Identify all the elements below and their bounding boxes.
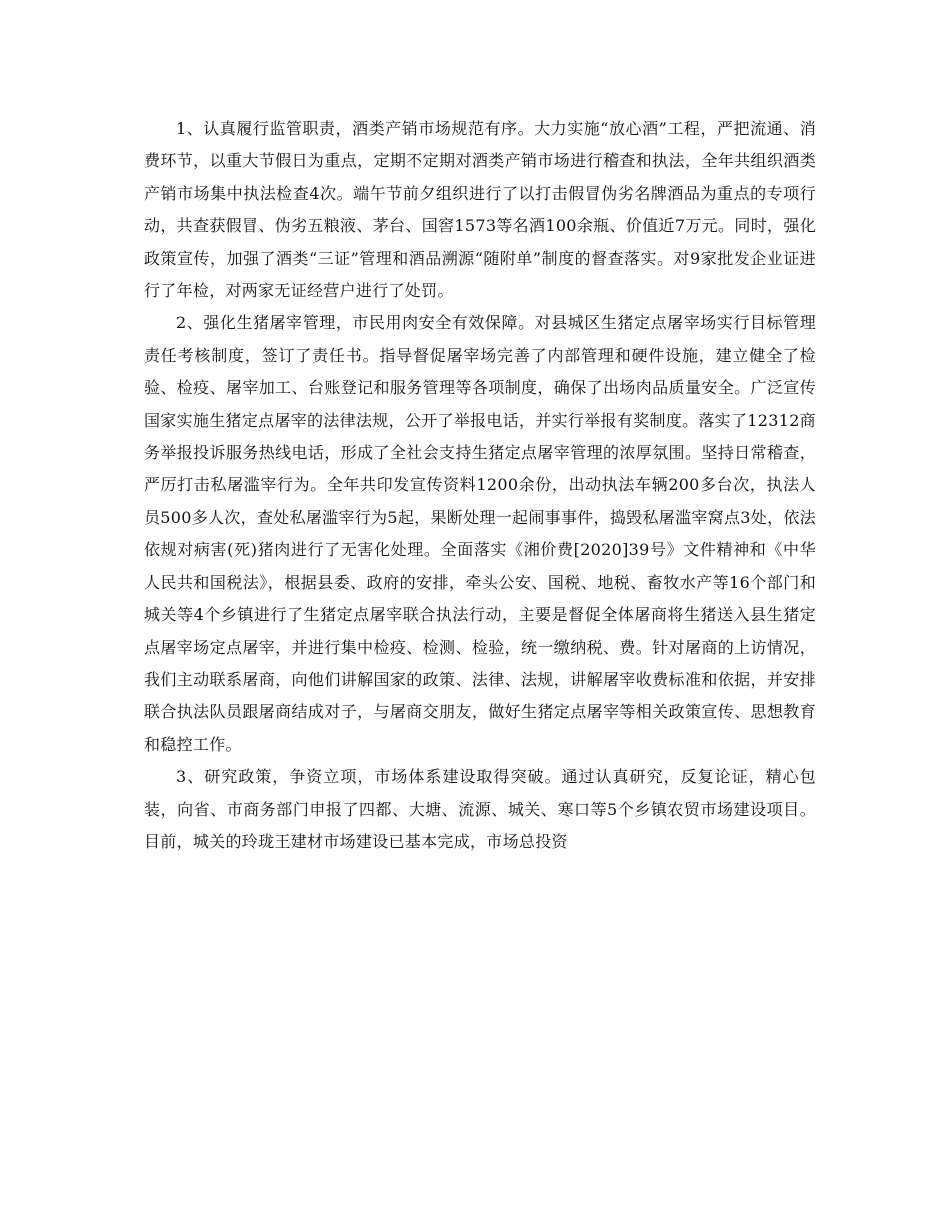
paragraph-2: 2、强化生猪屠宰管理，市民用肉安全有效保障。对县城区生猪定点屠宰场实行目标管理责任考核制度，签订了责任书。指导督促屠宰场完善了内部管理和硬件设施，建立健全了检验、检疫、屠宰加工、台账登记和服务管理等各项制度，确保了出场肉品质量安全。广泛宣传国家实施生猪定点屠宰的法律法规，公开了举报电话，并实行举报有奖制度。落实了12312商务举报投诉服务热线电话，形成了全社会支持生猪定点屠宰管理的浓厚氛围。坚持日常稽查，严厉打击私屠滥宰行为。全年共印发宣传资料1200余份，出动执法车辆200多台次，执法人员500多人次，查处私屠滥宰行为5起，果断处理一起闹事事件，捣毁私屠滥宰窝点3处，依法依规对病害(死)猪肉进行了无害化处理。全面落实《湘价费[2020]39号》文件精神和《中华人民共和国税法》，根据县委、政府的安排，牵头公安、国税、地税、畜牧水产等16个部门和城关等4个乡镇进行了生猪定点屠宰联合执法行动，主要是督促全体屠商将生猪送入县生猪定点屠宰场定点屠宰，并进行集中检疫、检测、检验，统一缴纳税、费。针对屠商的上访情况，我们主动联系屠商，向他们讲解国家的政策、法律、法规，讲解屠宰收费标准和依据，并安排联合执法队员跟屠商结成对子，与屠商交朋友，做好生猪定点屠宰等相关政策宣传、思想教育和稳控工作。 <box>144 313 816 754</box>
paragraph-3: 3、研究政策，争资立项，市场体系建设取得突破。通过认真研究，反复论证，精心包装，向省、市商务部门申报了四都、大塘、流源、城关、寒口等5个乡镇农贸市场建设项目。目前，城关的玲珑王建材市场建设已基本完成，市场总投资 <box>144 767 816 851</box>
paragraph-1: 1、认真履行监管职责，酒类产销市场规范有序。大力实施“放心酒”工程，严把流通、消费环节，以重大节假日为重点，定期不定期对酒类产销市场进行稽查和执法，全年共组织酒类产销市场集中执法检查4次。端午节前夕组织进行了以打击假冒伪劣名牌酒品为重点的专项行动，共查获假冒、伪劣五粮液、茅台、国窖1573等名酒100余瓶、价值近7万元。同时，强化政策宣传，加强了酒类“三证”管理和酒品溯源“随附单”制度的督查落实。对9家批发企业证进行了年检，对两家无证经营户进行了处罚。 <box>144 119 816 301</box>
document-body <box>144 113 816 858</box>
